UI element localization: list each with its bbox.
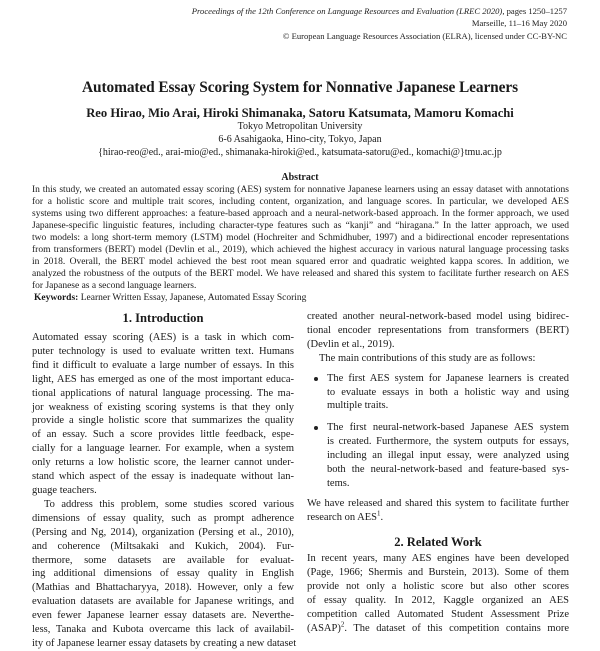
contribution-bullet <box>307 372 569 414</box>
contributions-intro: The main contributions of this study are as follows: <box>319 352 536 364</box>
body-line: less, Tanaka and Kubota overcame this lack of availabil- <box>32 624 294 636</box>
bullet-line: tems. <box>327 477 350 489</box>
bullet-icon <box>314 377 318 381</box>
abstract-heading: Abstract <box>281 172 319 183</box>
copyright-notice: © European Language Resources Association (ELRA), licensed under CC-BY-NC <box>282 30 567 41</box>
proceedings-pages: , pages 1250–1257 <box>502 6 567 16</box>
contribution-bullet <box>307 421 569 491</box>
right-column <box>307 310 569 525</box>
section-heading-related-work: 2. Related Work <box>394 535 482 549</box>
body-line: To address this problem, some studies scored various <box>44 498 294 510</box>
keywords-list: Learner Written Essay, Japanese, Automated Essay Scoring <box>78 293 307 303</box>
bullet-line: to evaluate essays in both a holistic way and using <box>327 386 569 398</box>
body-line: light, AES has emerged as one of the most important educa- <box>32 373 294 385</box>
body-line: (Devlin et al., 2019). <box>307 338 395 350</box>
abstract-body <box>32 184 569 292</box>
address: 6-6 Asahigaoka, Hino-city, Tokyo, Japan <box>218 133 382 145</box>
abstract-line: analyzed the robustness of the outputs of the BERT model. We have released and shared this system to facilitate further research on AES <box>32 269 569 280</box>
affiliation-block <box>0 121 600 159</box>
bullet-line: The first neural-network-based Japanese AES system <box>327 422 569 434</box>
bullet-line: is created. Furthermore, the system outputs for essays, <box>327 436 569 448</box>
body-line: provide a single holistic score that summarizes the quality <box>32 415 294 427</box>
keywords <box>34 293 306 303</box>
body-line: (Mathias and Bhattacharyya, 2018). However, only a few <box>32 582 294 594</box>
body-line: find it difficult to evaluate a large number of essays. In this <box>32 359 294 371</box>
abstract-line: for Japanese as a second language learners. <box>32 281 197 292</box>
body-line: (Persing and Ng, 2014), organization (Persing et al., 2010), <box>32 526 294 538</box>
abstract-line: from transformers (BERT) model (Devlin et al., 2019), which achieved the highest accuracy in various natural language processing tasks <box>32 245 569 256</box>
body-line: competition called Automated Student Assessment Prize <box>307 608 569 620</box>
left-column <box>32 331 297 651</box>
bullet-line: The first AES system for Japanese learners is created <box>327 372 569 384</box>
body-line: of essay quality. In 2012, Kaggle organized an AES <box>307 594 569 606</box>
body-line: Automated essay scoring (AES) is a task in which com- <box>32 332 294 343</box>
related-work-body <box>307 552 569 635</box>
bullet-line: multiple traits. <box>327 400 389 412</box>
footnote-marker: 2 <box>340 620 345 629</box>
bullet-line: both the neural-network-based and feature-based sys- <box>327 464 569 476</box>
body-line: of an essay. Such a score provides little feedback, espe- <box>32 429 294 441</box>
body-line: provide not only a holistic score but also other scores <box>307 580 569 592</box>
body-line: thermore, some datasets are available for evaluat- <box>32 554 294 566</box>
proceedings-header <box>192 5 567 42</box>
release-end: . <box>380 511 384 523</box>
abstract-line: In this study, we created an automated essay scoring (AES) system for nonnative Japanese learners using an essay dataset with annotations <box>32 185 569 195</box>
body-line: guage teachers. <box>32 484 97 496</box>
asap-prefix: (ASAP) <box>307 622 341 634</box>
bullet-icon <box>314 426 318 430</box>
body-line: cially for a language learner. For example, when a system <box>32 443 294 455</box>
footnote-marker: 1 <box>376 509 381 518</box>
body-line: ity of Japanese learner essay datasets by creating a new dataset <box>32 637 297 649</box>
body-line: tional encoder representations from transformers (BERT) <box>307 324 569 336</box>
abstract-line: in 2018. Overall, the BERT model achieved the best root mean squared error and quadratic weighted kappa scores. In addition, we <box>32 257 569 268</box>
body-line: stand which aspect of the essay is inadequate without lan- <box>32 471 294 483</box>
body-line: and coherence (Miltsakaki and Kukich, 2004). Fur- <box>32 540 294 552</box>
body-line: dimensions of essay quality, such as prompt adherence <box>32 512 294 524</box>
proceedings-line <box>192 5 567 17</box>
body-line: (Page, 1966; Shermis and Burstein, 2013). Some of them <box>307 566 569 578</box>
body-line: created another neural-network-based model using bidirec- <box>307 311 569 322</box>
body-line: We have released and shared this system to facilitate further <box>307 497 569 509</box>
body-line: In recent years, many AES engines have been developed <box>307 553 569 564</box>
abstract-line: for a holistic score and multiple trait scores, including content, organization, and language scores. In particular, we developed AES <box>32 197 569 208</box>
body-line <box>307 622 569 636</box>
paper-title: Automated Essay Scoring System for Nonnative Japanese Learners <box>82 79 518 96</box>
paper-authors: Reo Hirao, Mio Arai, Hiroki Shimanaka, Satoru Katsumata, Mamoru Komachi <box>86 106 514 120</box>
body-line: even fewer Japanese learner essay datasets are. Neverthe- <box>32 610 294 622</box>
keywords-label: Keywords: <box>34 293 79 303</box>
body-line <box>307 511 569 525</box>
bullet-line: including an illegal input essay, were analyzed using <box>327 450 569 462</box>
location-date: Marseille, 11–16 May 2020 <box>471 18 567 29</box>
body-line: only returns a low holistic score, the learner cannot under- <box>32 457 294 469</box>
affiliation: Tokyo Metropolitan University <box>237 121 363 132</box>
emails: {hirao-reo@ed., arai-mio@ed., shimanaka-hiroki@ed., katsumata-satoru@ed., komachi@}tmu.ac.jp <box>98 146 502 158</box>
section-heading-introduction: 1. Introduction <box>122 311 204 325</box>
body-line: puter technology is used to evaluate written text. Humans <box>32 345 294 357</box>
body-line: jor weakness of existing scoring systems is that they only <box>32 401 294 413</box>
abstract-line: systems using two different approaches: a feature-based approach and a neural-network-based approach. In the former approach, we used <box>32 209 569 220</box>
abstract-line: two models: a long short-term memory (LSTM) model (Hochreiter and Schmidhuber, 1997) and a bidirectional encoder representations <box>32 233 569 244</box>
body-line: tional applications of natural language processing. The ma- <box>32 387 294 399</box>
body-line: ing additional dimensions of essay quality in English <box>32 568 294 580</box>
proceedings-title: Proceedings of the 12th Conference on Language Resources and Evaluation (LREC 2020) <box>191 6 503 16</box>
asap-suffix: . The dataset of this competition contains more <box>344 622 569 634</box>
abstract-line: Japanese-specific linguistic features, including character-type features such as “kanji” and “hiragana.” In the latter approach, we used <box>32 221 569 232</box>
release-text: research on AES <box>307 511 377 523</box>
body-line: evaluation datasets are available for Japanese writings, and <box>32 596 294 608</box>
